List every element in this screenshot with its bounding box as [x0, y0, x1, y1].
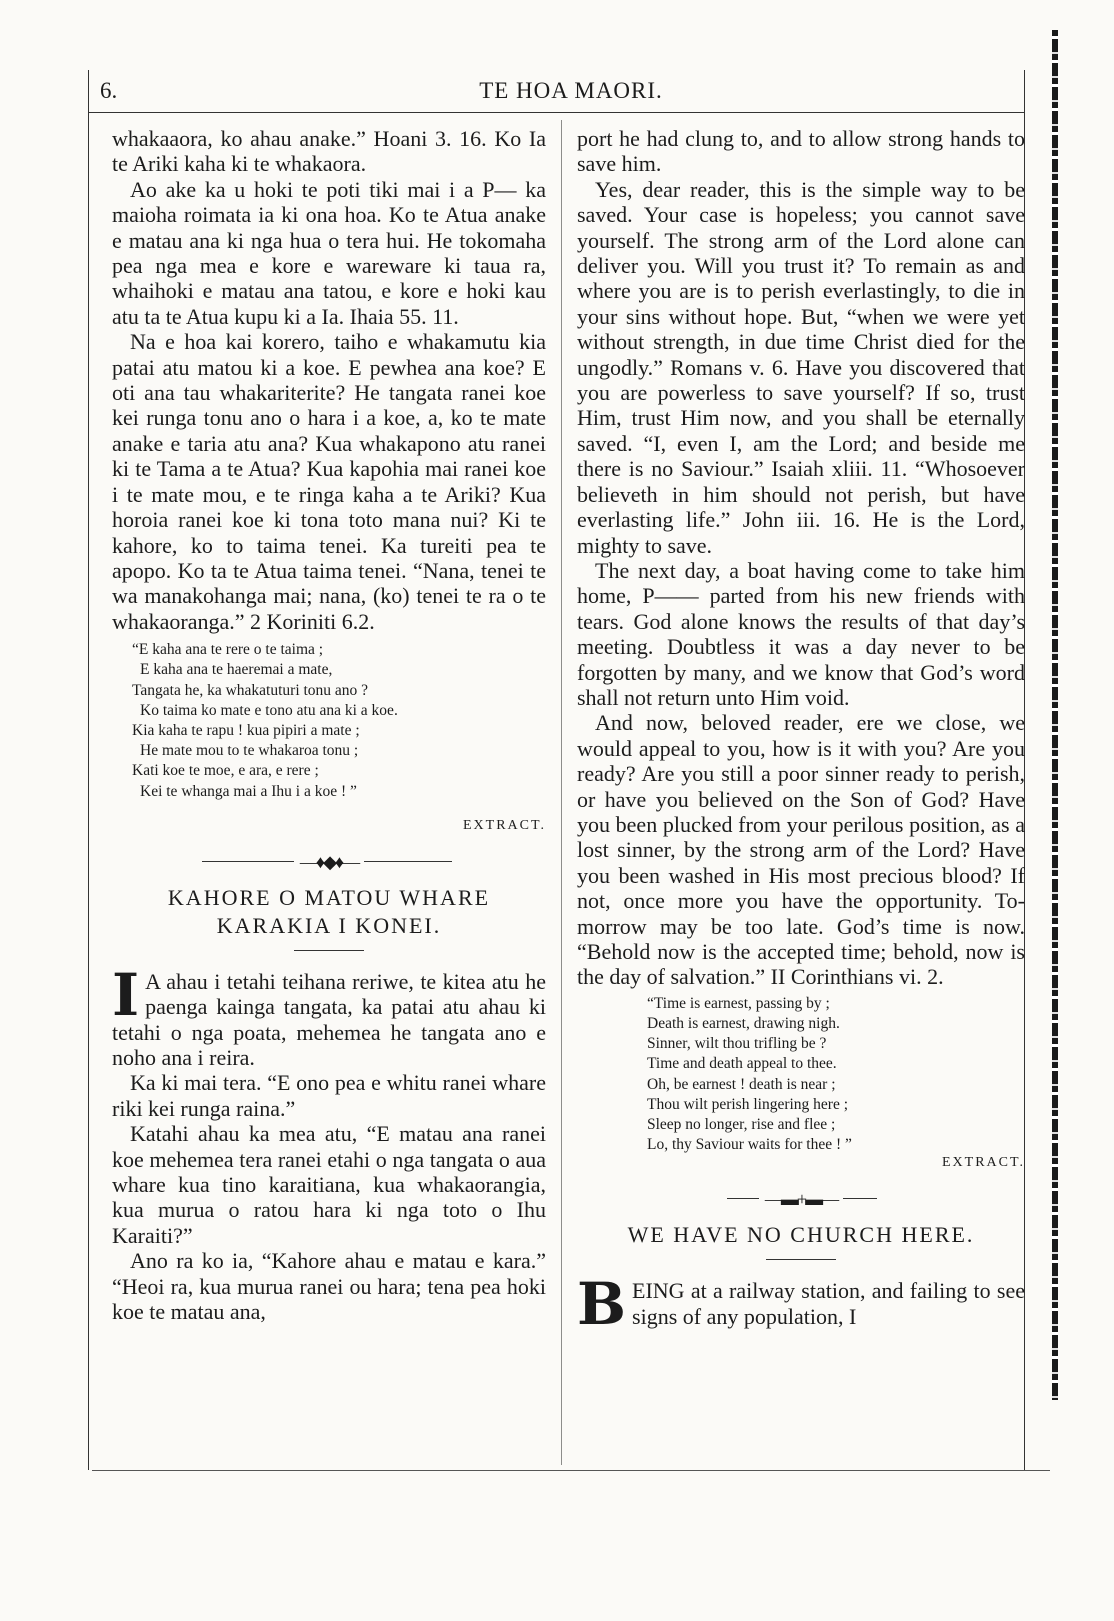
column-divider — [561, 120, 562, 1465]
left-column — [112, 126, 546, 1324]
poem-line: Time and death appeal to thee. — [647, 1055, 837, 1073]
poem-line: E kaha ana te haeremai a mate, — [140, 661, 333, 679]
right-column — [577, 126, 1025, 1339]
page-number: 6. — [100, 78, 118, 103]
scan-edge-marks — [1052, 30, 1058, 1400]
poem-line: Ko taima ko mate e tono atu ana ki a koe. — [140, 701, 398, 719]
footer-rule — [92, 1470, 1050, 1471]
drop-cap: B — [577, 1270, 627, 1339]
poem-line: “E kaha ana te rere o te taima ; — [132, 641, 324, 659]
running-title: TE HOA MAORI. — [479, 78, 663, 103]
title-rule — [766, 1259, 836, 1260]
ornament-glyph: —▬+▬— — [759, 1189, 843, 1209]
poem-line: He mate mou to te whakaroa tonu ; — [140, 742, 359, 760]
paragraph: The next day, a boat having come to take him home, P—— parted from his new friends with tears. God alone knows the results of that day’s meeting. Doubtless it was a day never to be forgotten by many, and we know that God’s word shall not return unto Him void. — [577, 557, 1025, 710]
english-poem — [647, 994, 1025, 1156]
paragraph — [577, 1270, 1025, 1339]
poem-line: Lo, thy Saviour waits for thee ! ” — [647, 1136, 852, 1154]
section-ornament — [112, 852, 546, 872]
paragraph: port he had clung to, and to allow strong hands to save him. — [577, 126, 1025, 177]
article-body — [577, 1270, 1025, 1339]
poem-line: Thou wilt perish lingering here ; — [647, 1095, 849, 1113]
poem-line: Sleep no longer, rise and flee ; — [647, 1116, 836, 1134]
paragraph: Ano ra ko ia, “Kahore ahau e matau e kara.” “Heoi ra, kua murua ranei ou hara; tena pea hoki koe te matau ana, — [112, 1248, 546, 1325]
paragraph: Ao ake ka u hoki te poti tiki mai i a P— ka maioha roimata ia ki ona hoa. Ko te Atua anake e matau ana ki nga hua o tera hui. He tokomaha pea nga mea e kore e wareware ki taua ra, whaihoki e matau ana tatou, e kore e hoki kau atu ta te Atua kupu ki a Ia. Ihaia 55. 11. — [112, 176, 546, 329]
left-border — [88, 70, 89, 1470]
poem-line: Oh, be earnest ! death is near ; — [647, 1075, 836, 1093]
paragraph-text: A ahau i tetahi teihana reriwe, te kitea atu he paenga kainga tangata, ka patai atu ahau ki tetahi o nga poata, mehemea he tangata ano e noho ana i reira. — [112, 968, 546, 1070]
paragraph-text: EING at a railway station, and failing to see signs of any population, I — [632, 1278, 1025, 1329]
extract-label: EXTRACT. — [462, 817, 546, 833]
poem-line: “Time is earnest, passing by ; — [647, 994, 830, 1012]
maori-poem — [132, 640, 546, 802]
poem-line: Kei te whanga mai a Ihu i a koe ! ” — [140, 782, 357, 800]
article-title: KAHORE O MATOU WHARE KARAKIA I KONEI. — [167, 884, 491, 938]
poem-line: Sinner, wilt thou trifling be ? — [647, 1035, 827, 1053]
title-rule — [294, 950, 364, 951]
paragraph: Ka ki mai tera. “E ono pea e whitu ranei whare riki kei runga raina.” — [112, 1070, 546, 1121]
paragraph — [112, 960, 546, 1071]
poem-line: Kia kaha te rapu ! kua pipiri a mate ; — [132, 721, 360, 739]
paragraph: Na e hoa kai korero, taiho e whakamutu kia patai atu matou ki a koe. E pewhea ana koe? E oti ana tau whakariterite? He tangata ranei koe kei runga tonu ano o hara i a koe, a, ko te mate anake e taria atu ana? Kua whakapono atu ranei ki te Tama a te Atua? Kua kapohia mai ranei koe i te mate mou, e te ringa kaha a te Ariki? Kua horoia ranei koe ki tona toto mana nui? Ki te kahore, ko to taima tenei. Ka tureiti pea te apopo. Ko ta te Atua taima tenei. “Nana, tenei te wa manakohanga mai; nana, (ko) tenei te ra o te whakaoranga.” 2 Koriniti 6.2. — [112, 329, 546, 634]
page-header — [92, 78, 1050, 108]
header-rule — [88, 112, 1025, 113]
ornament-glyph: —♦◆♦— — [294, 852, 364, 872]
poem-line: Tangata he, ka whakatuturi tonu ano ? — [132, 681, 369, 699]
article-title: WE HAVE NO CHURCH HERE. — [627, 1222, 975, 1248]
article-body — [112, 960, 546, 1325]
section-ornament — [577, 1189, 1025, 1209]
poem-line: Death is earnest, drawing nigh. — [647, 1015, 840, 1033]
drop-cap: I — [112, 960, 140, 1029]
poem-line: Kati koe te moe, e ara, e rere ; — [132, 762, 319, 780]
paragraph: And now, beloved reader, ere we close, we would appeal to you, how is it with you? Are you ready? Are you still a poor sinner ready to perish, or have you believed on the Son of God? Have you been plucked from your perilous position, as a lost sinner, by the strong arm of the Lord? Have you been washed in His most precious blood? If not, once more you have the opportunity. To-morrow may be too late. God’s time is now. “Behold now is the accepted time; behold, now is the day of salvation.” II Corinthians vi. 2. — [577, 710, 1025, 990]
paragraph: Yes, dear reader, this is the simple way to be saved. Your case is hopeless; you cannot save yourself. The strong arm of the Lord alone can deliver you. Will you trust it? To remain as and where you are is to perish everlastingly, to die in your sins without hope. But, “when we were yet without strength, in due time Christ died for the ungodly.” Romans v. 6. Have you discovered that you are powerless to save yourself? If so, trust Him, trust Him now, and you shall be eternally saved. “I, even I, am the Lord; and beside me there is no Saviour.” Isaiah xliii. 11. “Whosoever believeth in him should not perish, but have everlasting life.” John iii. 16. He is the Lord, mighty to save. — [577, 176, 1025, 558]
paragraph: whakaaora, ko ahau anake.” Hoani 3. 16. Ko Ia te Ariki kaha ki te whakaora. — [112, 126, 546, 177]
paragraph: Katahi ahau ka mea atu, “E matau ana ranei koe mehemea tera ranei etahi o nga tangata o aua whare kua tino karaitiana, kua whakaorangia, kua murua o ratou hara ki nga toto o Ihu Karaiti?” — [112, 1121, 546, 1248]
extract-label: EXTRACT. — [941, 1155, 1025, 1171]
